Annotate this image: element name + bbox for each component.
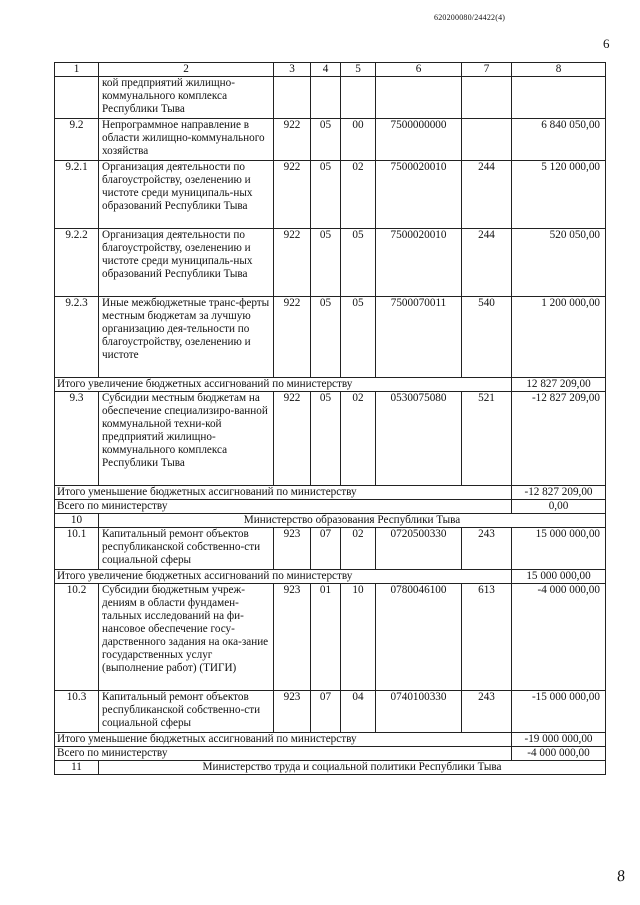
budget-table [54,62,606,775]
column-header: 3 [274,63,311,77]
table-row [55,691,606,733]
total-label: Итого уменьшение бюджетных ассигнований по министерству [55,733,512,747]
row-name: Капитальный ремонт объектов республиканской собственно-сти социальной сферы [99,528,274,570]
table-row [55,528,606,570]
row-code-subsection: 05 [341,229,376,297]
row-code-expense [462,77,512,119]
section-number: 11 [55,761,99,775]
row-amount: -15 000 000,00 [512,691,606,733]
section-title: Министерство труда и социальной политики Республики Тыва [99,761,606,775]
total-value: -19 000 000,00 [512,733,606,747]
row-name: Организация деятельности по благоустройству, озеленению и чистоте среди муниципаль-ных образований Республики Тыва [99,161,274,229]
total-label: Всего по министерству [55,747,512,761]
total-value: 15 000 000,00 [512,570,606,584]
column-header: 7 [462,63,512,77]
total-value: -12 827 209,00 [512,486,606,500]
row-code-subsection: 02 [341,392,376,486]
row-code-section: 05 [311,119,341,161]
row-number [55,77,99,119]
row-amount: 5 120 000,00 [512,161,606,229]
row-number: 10.1 [55,528,99,570]
row-code-section: 07 [311,691,341,733]
section-row [55,514,606,528]
row-code-expense [462,119,512,161]
total-row [55,570,606,584]
row-amount: -12 827 209,00 [512,392,606,486]
total-row [55,733,606,747]
total-row [55,500,606,514]
total-row [55,747,606,761]
row-code-grbs: 922 [274,161,311,229]
row-code-target: 7500070011 [376,297,462,378]
table-row [55,297,606,378]
row-code-grbs: 923 [274,528,311,570]
page-number: 6 [603,36,610,51]
table-row [55,77,606,119]
row-code-grbs: 923 [274,691,311,733]
column-header-row [55,63,606,77]
row-code-section: 05 [311,161,341,229]
table-row [55,584,606,691]
row-code-section: 05 [311,229,341,297]
document-code: 620200080/24422(4) [434,13,506,22]
row-code-expense: 243 [462,691,512,733]
column-header: 8 [512,63,606,77]
row-code-subsection: 04 [341,691,376,733]
row-number: 9.2.2 [55,229,99,297]
total-label: Итого уменьшение бюджетных ассигнований по министерству [55,486,512,500]
row-code-subsection: 05 [341,297,376,378]
row-code-grbs: 922 [274,119,311,161]
row-number: 10.3 [55,691,99,733]
row-code-target: 0720500330 [376,528,462,570]
column-header: 1 [55,63,99,77]
row-code-grbs: 922 [274,229,311,297]
column-header: 2 [99,63,274,77]
row-code-section: 01 [311,584,341,691]
row-code-target: 7500000000 [376,119,462,161]
table-row [55,229,606,297]
row-amount: -4 000 000,00 [512,584,606,691]
total-value: 0,00 [512,500,606,514]
total-row [55,486,606,500]
row-code-section: 05 [311,297,341,378]
total-label: Итого увеличение бюджетных ассигнований по министерству [55,570,512,584]
section-title: Министерство образования Республики Тыва [99,514,606,528]
row-name: Капитальный ремонт объектов республиканской собственно-сти социальной сферы [99,691,274,733]
row-code-grbs: 923 [274,584,311,691]
row-number: 9.2.3 [55,297,99,378]
table-row [55,392,606,486]
row-number: 9.2 [55,119,99,161]
row-code-grbs: 922 [274,297,311,378]
row-amount [512,77,606,119]
section-number: 10 [55,514,99,528]
row-code-target: 7500020010 [376,229,462,297]
row-name: Иные межбюджетные транс-ферты местным бюджетам за лучшую организацию дея-тельности по благоустройству, озеленению и чистоте [99,297,274,378]
column-header: 6 [376,63,462,77]
table-row [55,161,606,229]
total-label: Всего по министерству [55,500,512,514]
total-row [55,378,606,392]
total-value: 12 827 209,00 [512,378,606,392]
handwritten-mark: 8 [615,867,627,886]
row-amount: 15 000 000,00 [512,528,606,570]
row-code-expense: 613 [462,584,512,691]
row-amount: 520 050,00 [512,229,606,297]
row-code-target: 7500020010 [376,161,462,229]
row-code-target [376,77,462,119]
row-code-subsection: 02 [341,528,376,570]
column-header: 5 [341,63,376,77]
row-code-expense: 244 [462,161,512,229]
total-value: -4 000 000,00 [512,747,606,761]
row-code-target: 0780046100 [376,584,462,691]
total-label: Итого увеличение бюджетных ассигнований по министерству [55,378,512,392]
table-row [55,119,606,161]
row-code-grbs [274,77,311,119]
row-name: Организация деятельности по благоустройству, озеленению и чистоте среди муниципаль-ных образований Республики Тыва [99,229,274,297]
column-header: 4 [311,63,341,77]
row-code-expense: 521 [462,392,512,486]
row-code-grbs: 922 [274,392,311,486]
row-code-section: 05 [311,392,341,486]
section-row [55,761,606,775]
row-code-expense: 243 [462,528,512,570]
row-number: 10.2 [55,584,99,691]
row-code-expense: 540 [462,297,512,378]
row-code-section [311,77,341,119]
row-code-section: 07 [311,528,341,570]
row-code-target: 0740100330 [376,691,462,733]
row-amount: 6 840 050,00 [512,119,606,161]
row-name: Субсидии бюджетным учреж-дениям в области фундамен-тальных исследований на фи-нансовое обеспечение госу-дарственного задания на ока-зание государственных услуг (выполнение работ) (ТИГИ) [99,584,274,691]
row-name: кой предприятий жилищно-коммунального комплекса Республики Тыва [99,77,274,119]
row-number: 9.3 [55,392,99,486]
row-number: 9.2.1 [55,161,99,229]
row-name: Субсидии местным бюджетам на обеспечение специализиро-ванной коммунальной техни-кой предприятий жилищно-коммунального комплекса Республики Тыва [99,392,274,486]
row-code-target: 0530075080 [376,392,462,486]
row-name: Непрограммное направление в области жилищно-коммунального хозяйства [99,119,274,161]
row-code-subsection: 02 [341,161,376,229]
row-code-subsection: 10 [341,584,376,691]
row-code-expense: 244 [462,229,512,297]
row-amount: 1 200 000,00 [512,297,606,378]
row-code-subsection [341,77,376,119]
row-code-subsection: 00 [341,119,376,161]
